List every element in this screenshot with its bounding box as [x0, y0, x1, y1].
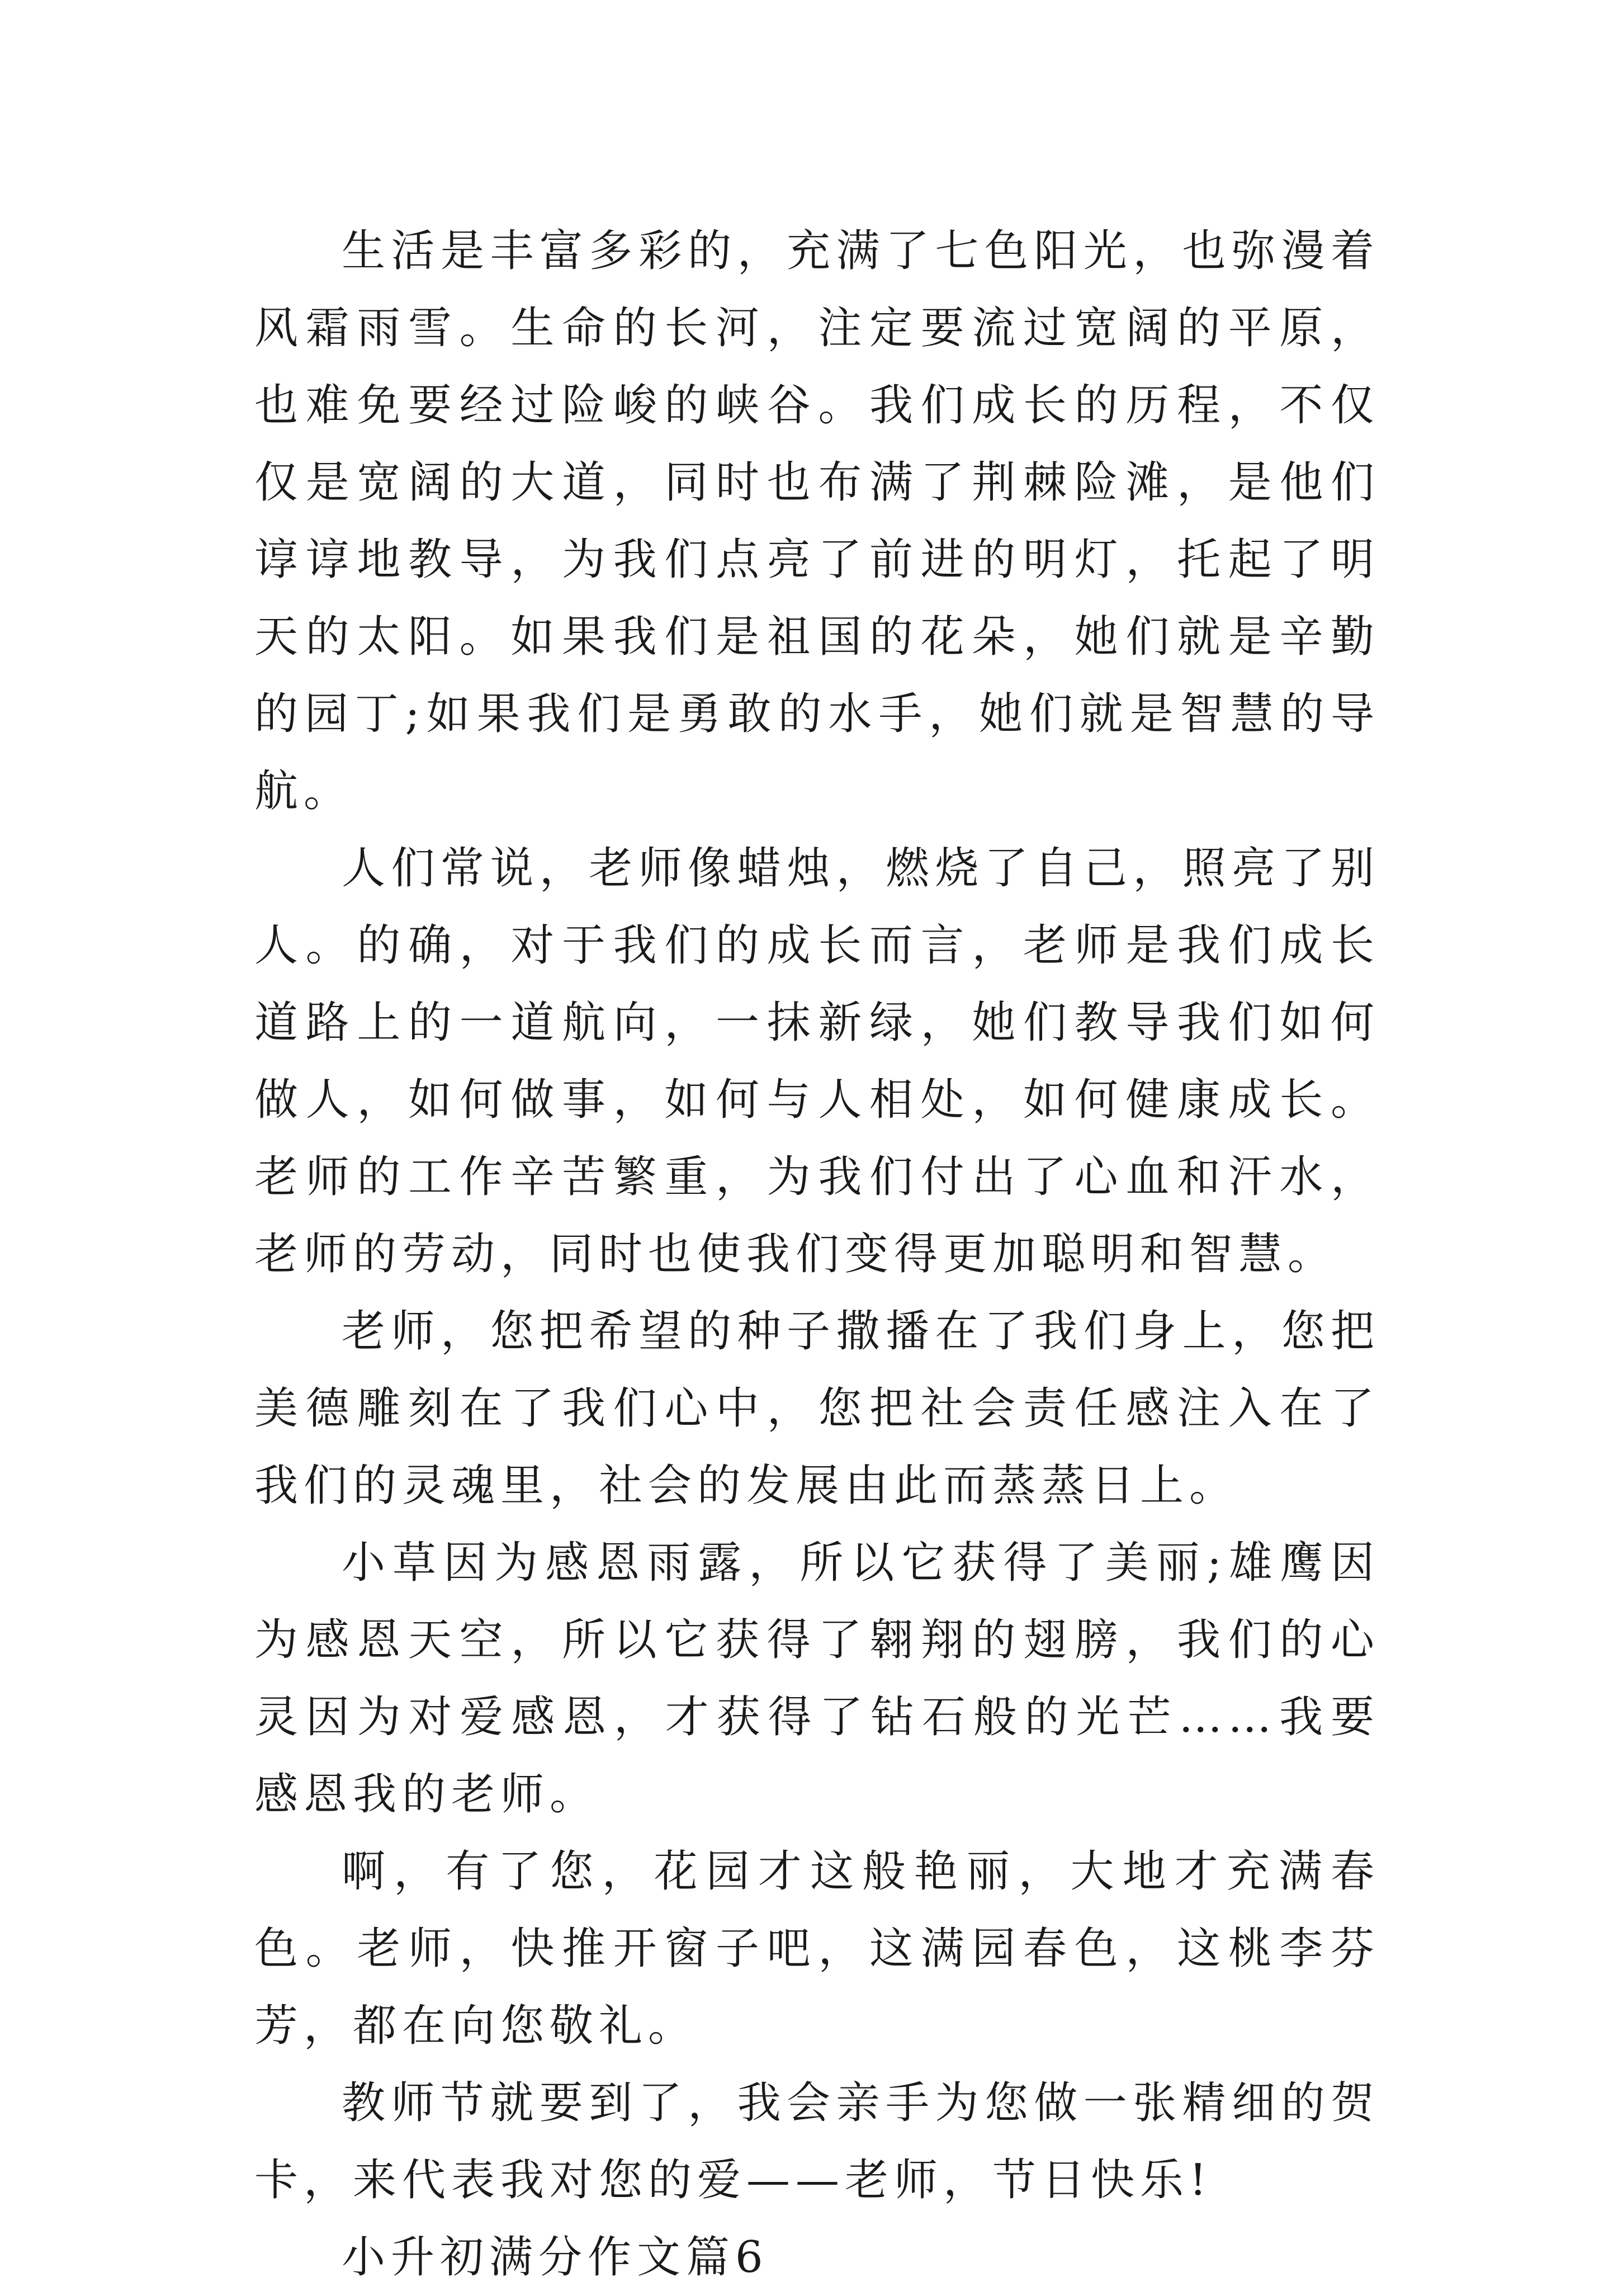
paragraph-5: 啊，有了您，花园才这般艳丽，大地才充满春色。老师，快推开窗子吧，这满园春色，这桃李芬芳，都在向您敬礼。 — [254, 1846, 1380, 2051]
paragraph-2: 人们常说，老师像蜡烛，燃烧了自己，照亮了别人。的确，对于我们的成长而言，老师是我们成长道路上的一道航向，一抹新绿，她们教导我们如何做人，如何做事，如何与人相处，如何健康成长。老师的工作辛苦繁重，为我们付出了心血和汗水，老师的劳动，同时也使我们变得更加聪明和智慧。 — [254, 843, 1380, 1279]
section-heading: 小升初满分作文篇6 — [342, 2232, 769, 2283]
body-text — [254, 212, 1380, 2296]
paragraph-3: 老师，您把希望的种子撒播在了我们身上，您把美德雕刻在了我们心中，您把社会责任感注入在了我们的灵魂里，社会的发展由此而蒸蒸日上。 — [254, 1306, 1380, 1511]
paragraph-4: 小草因为感恩雨露，所以它获得了美丽;雄鹰因为感恩天空，所以它获得了翱翔的翅膀，我们的心灵因为对爱感恩，才获得了钻石般的光芒……我要感恩我的老师。 — [254, 1538, 1380, 1820]
paragraph-1: 生活是丰富多彩的，充满了七色阳光，也弥漫着风霜雨雪。生命的长河，注定要流过宽阔的平原，也难免要经过险峻的峡谷。我们成长的历程，不仅仅是宽阔的大道，同时也布满了荆棘险滩，是他们谆谆地教导，为我们点亮了前进的明灯，托起了明天的太阳。如果我们是祖国的花朵，她们就是辛勤的园丁;如果我们是勇敢的水手，她们就是智慧的导航。 — [254, 226, 1380, 816]
paragraph-6: 教师节就要到了，我会亲手为您做一张精细的贺卡，来代表我对您的爱——老师，节日快乐! — [254, 2078, 1380, 2205]
